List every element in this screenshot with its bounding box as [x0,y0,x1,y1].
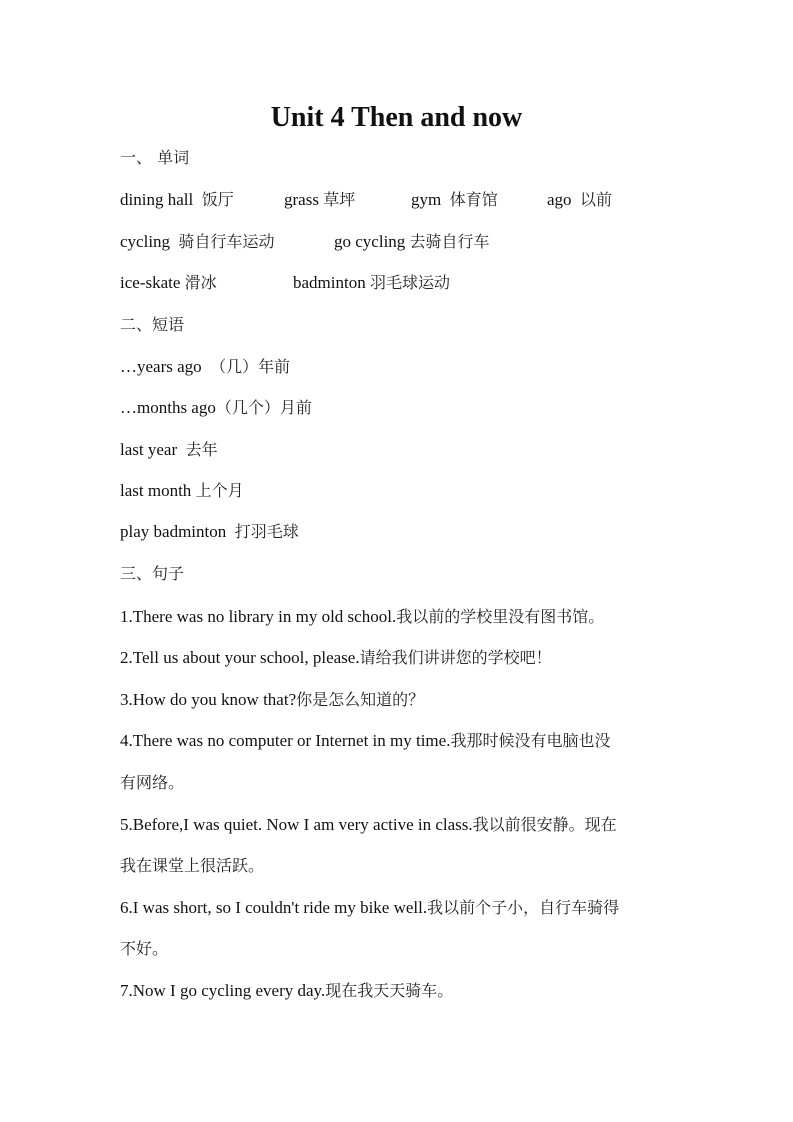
sentence-cn: 我以前的学校里没有图书馆。 [396,607,605,626]
vocab-item [284,188,355,212]
vocab-cn: 体育馆 [449,190,498,209]
vocab-cn: 骑自行车运动 [178,232,275,251]
vocab-item [547,188,612,212]
sentence-item [120,646,552,670]
phrase-en: …months ago [120,398,216,417]
sentence-en: 4.There was no computer or Internet in my time. [120,731,451,750]
vocab-en: dining hall [120,190,194,209]
vocab-en: badminton [293,273,366,292]
vocab-item [293,271,450,295]
phrase-cn: 打羽毛球 [234,522,299,541]
sentence-en: 1.There was no library in my old school. [120,607,397,626]
phrase-en: last year [120,440,178,459]
sentence-item [120,729,610,753]
sentence-cn: 我以前很安静。现在 [472,815,617,834]
vocab-item [120,271,217,295]
sentence-item [120,813,617,837]
vocab-item [120,230,275,254]
sentence-cn: 现在我天天骑车。 [325,981,454,1000]
vocab-cn: 去骑自行车 [409,232,490,251]
sentence-en: 5.Before,I was quiet. Now I am very active in class. [120,815,473,834]
sentence-continuation: 我在课堂上很活跃。 [120,856,265,875]
sentence-cn: 我以前个子小，自行车骑得 [427,898,620,917]
sentence-en: 6.I was short, so I couldn't ride my bike well. [120,898,428,917]
vocab-en: ago [547,190,572,209]
sentence-en: 2.Tell us about your school, please. [120,648,360,667]
phrase-item [120,396,312,420]
vocab-en: gym [411,190,442,209]
phrase-cn: 去年 [185,440,218,459]
sentence-item [120,605,604,629]
sentence-item [120,896,619,920]
phrase-en: play badminton [120,522,227,541]
vocab-cn: 滑冰 [184,273,217,292]
phrase-item [120,479,244,503]
vocab-cn: 草坪 [323,190,356,209]
section-heading-vocabulary: 一、 单词 [120,148,190,167]
sentence-continuation: 不好。 [120,939,169,958]
sentence-item [120,979,453,1003]
vocab-cn: 羽毛球运动 [369,273,450,292]
phrase-en: …years ago [120,357,202,376]
vocab-en: cycling [120,232,171,251]
vocab-item [411,188,498,212]
phrase-cn: （几）年前 [210,357,291,376]
page-title: Unit 4 Then and now [270,102,523,133]
phrase-item [120,355,290,379]
vocab-en: ice-skate [120,273,181,292]
vocab-en: go cycling [334,232,406,251]
phrase-en: last month [120,481,192,500]
sentence-continuation: 有网络。 [120,773,185,792]
sentence-en: 3.How do you know that? [120,690,297,709]
section-heading-phrases: 二、短语 [120,315,185,334]
sentence-en: 7.Now I go cycling every day. [120,981,326,1000]
vocab-en: grass [284,190,319,209]
phrase-item [120,438,218,462]
sentence-cn: 我那时候没有电脑也没 [450,731,611,750]
vocab-cn: 以前 [580,190,613,209]
vocab-item [120,188,234,212]
vocab-item [334,230,490,254]
vocab-cn: 饭厅 [201,190,234,209]
sentence-item [120,688,424,712]
phrase-cn: （几个）月前 [215,398,312,417]
sentence-cn: 你是怎么知道的？ [296,690,425,709]
section-heading-sentences: 三、句子 [120,564,185,583]
sentence-cn: 请给我们讲讲您的学校吧！ [359,648,552,667]
phrase-cn: 上个月 [195,481,244,500]
phrase-item [120,520,299,544]
